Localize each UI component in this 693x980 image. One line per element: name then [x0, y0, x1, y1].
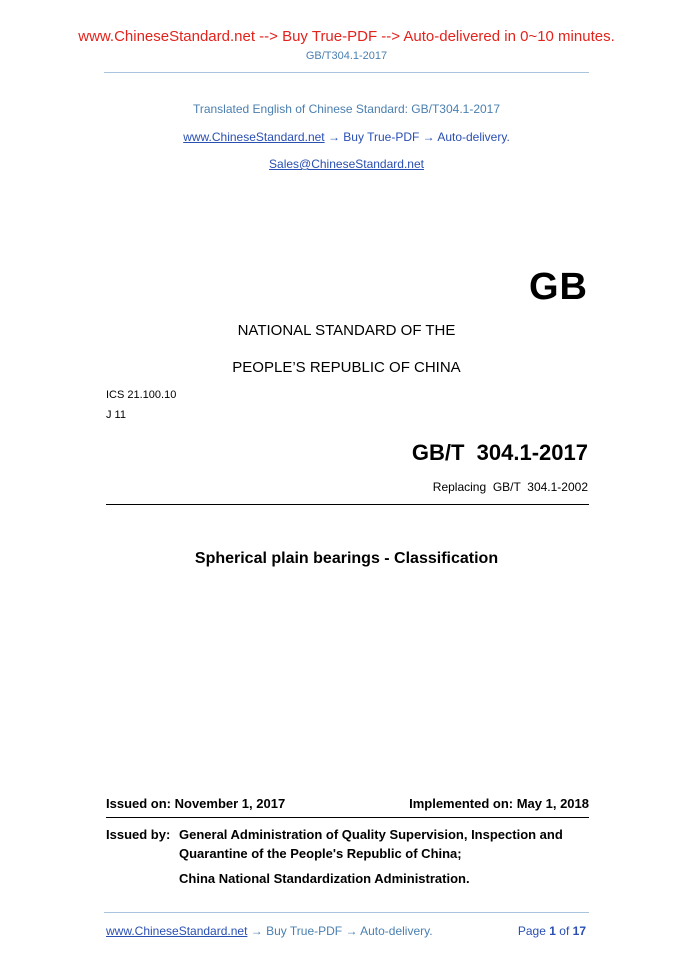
issued-by-label: Issued by: [106, 827, 171, 842]
email-line [0, 157, 693, 171]
email-link[interactable]: Sales@ChineseStandard.net [269, 157, 424, 171]
footer-divider [104, 912, 589, 913]
issued-by-2: China National Standardization Administration. [179, 871, 470, 886]
replacing-note: Replacing GB/T 304.1-2002 [432, 480, 588, 494]
header-divider [104, 72, 589, 73]
translated-line: Translated English of Chinese Standard: GB/T304.1-2017 [192, 102, 501, 116]
top-banner[interactable]: www.ChineseStandard.net --> Buy True-PDF --> Auto-delivered in 0~10 minutes. [78, 28, 615, 45]
page-number: 1 [549, 924, 556, 938]
page-label: Page [517, 924, 546, 938]
dates-divider [106, 817, 589, 818]
document-title: Spherical plain bearings - Classification [194, 550, 499, 567]
promo-rest: → Buy True-PDF → Auto-delivery. [324, 130, 510, 144]
ccs-code: J 11 [106, 409, 126, 421]
national-line-1: NATIONAL STANDARD OF THE [237, 322, 456, 339]
header-standard-code: GB/T304.1-2017 [305, 50, 388, 62]
gb-logo: GB [529, 266, 588, 308]
national-line-2: PEOPLE’S REPUBLIC OF CHINA [232, 359, 461, 376]
ics-code: ICS 21.100.10 [106, 389, 177, 401]
footer-link[interactable]: www.ChineseStandard.net [106, 924, 248, 938]
title-divider [106, 504, 589, 505]
dates-row [106, 796, 589, 811]
issued-on: Issued on: November 1, 2017 [106, 796, 286, 811]
footer-rest: → Buy True-PDF → Auto-delivery. [247, 924, 433, 938]
implemented-on: Implemented on: May 1, 2018 [409, 796, 589, 811]
standard-number: GB/T 304.1-2017 [411, 440, 588, 465]
page-total: 17 [572, 924, 586, 938]
footer [106, 924, 586, 938]
promo-link[interactable]: www.ChineseStandard.net [183, 130, 325, 144]
of-label: of [559, 924, 570, 938]
promo-line [0, 130, 693, 144]
page-indicator [518, 924, 586, 938]
issued-by-1: General Administration of Quality Supervision, Inspection and Quarantine of the People's Republic of China; [179, 827, 563, 861]
